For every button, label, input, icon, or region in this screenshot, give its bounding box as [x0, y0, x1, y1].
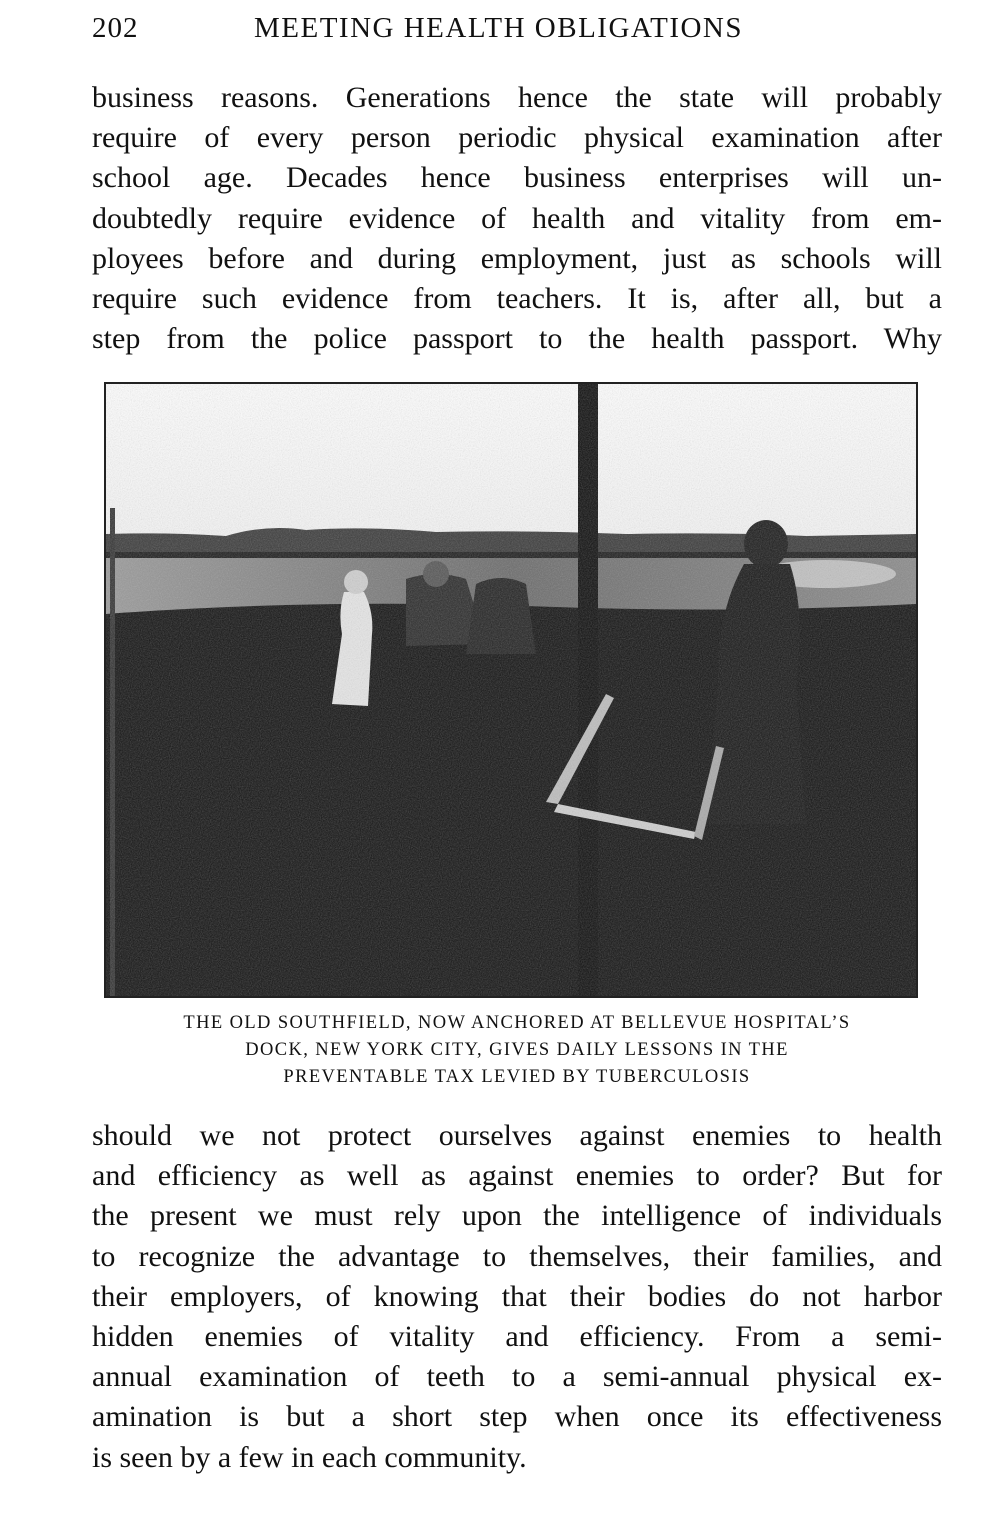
figure-caption: [92, 1010, 942, 1091]
text-line: require of every person periodic physical examination after: [92, 121, 942, 155]
text-line: is seen by a few in each community.: [92, 1440, 527, 1474]
photograph: [104, 382, 918, 998]
text-line: should we not protect ourselves against enemies to health: [92, 1119, 942, 1152]
caption-line: PREVENTABLE TAX LEVIED BY TUBERCULOSIS: [283, 1067, 751, 1087]
page-number: 202: [92, 12, 139, 44]
text-line: amination is but a short step when once its effectiveness: [92, 1400, 942, 1434]
caption-line: THE OLD SOUTHFIELD, NOW ANCHORED AT BELLEVUE HOSPITAL’S: [183, 1013, 851, 1033]
running-head: MEETING HEALTH OBLIGATIONS: [254, 12, 743, 44]
text-line: hidden enemies of vitality and efficiency. From a semi-: [92, 1320, 942, 1354]
text-line: their employers, of knowing that their bodies do not harbor: [92, 1279, 942, 1313]
text-line: the present we must rely upon the intelligence of individuals: [92, 1199, 942, 1233]
paragraph-2: [92, 1116, 942, 1478]
text-line: ployees before and during employment, just as schools will: [92, 241, 942, 275]
text-line: business reasons. Generations hence the state will probably: [92, 81, 942, 114]
text-line: annual examination of teeth to a semi-annual physical ex-: [92, 1360, 942, 1394]
text-line: school age. Decades hence business enterprises will un-: [92, 161, 942, 195]
paragraph-1: [92, 78, 942, 359]
text-line: to recognize the advantage to themselves, their families, and: [92, 1239, 942, 1273]
text-line: doubtedly require evidence of health and vitality from em-: [92, 201, 942, 235]
caption-line: DOCK, NEW YORK CITY, GIVES DAILY LESSONS IN THE: [245, 1040, 789, 1060]
text-line: step from the police passport to the health passport. Why: [92, 322, 942, 356]
text-line: require such evidence from teachers. It is, after all, but a: [92, 282, 942, 316]
page-header: [92, 12, 942, 52]
photograph-image: [106, 384, 916, 996]
text-line: and efficiency as well as against enemies to order? But for: [92, 1159, 942, 1193]
